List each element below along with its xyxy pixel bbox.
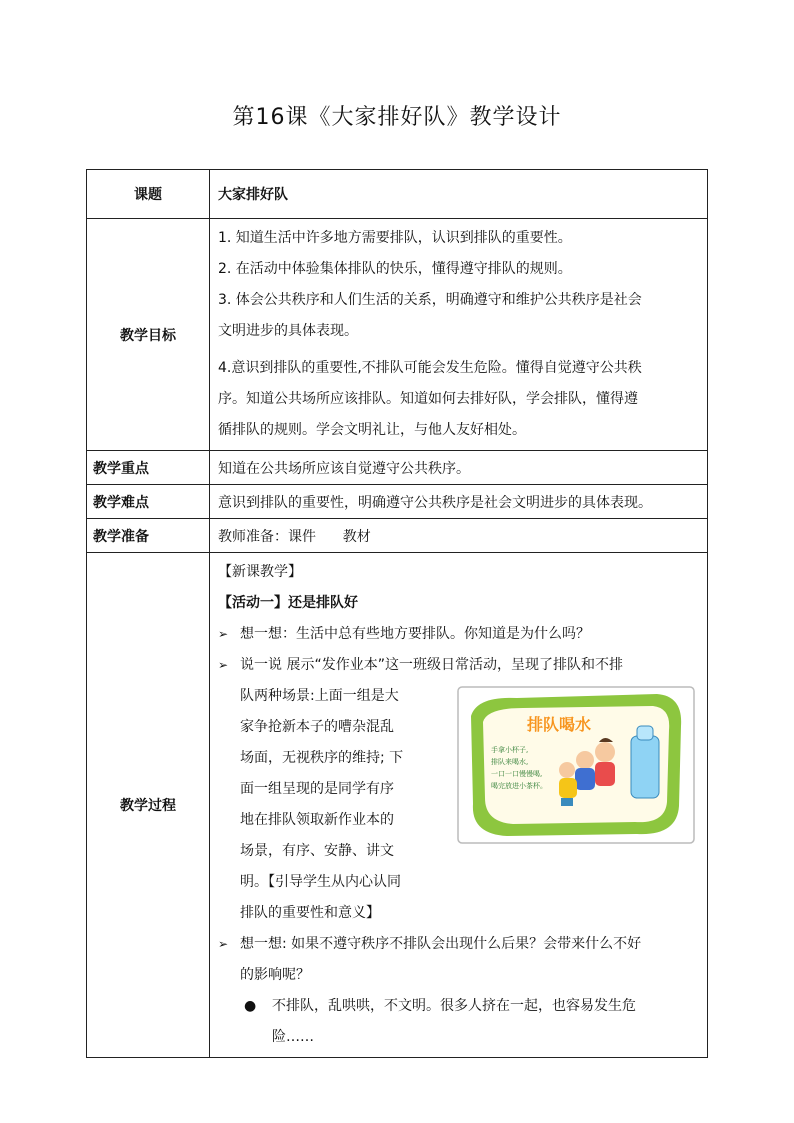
key-point-value: 知道在公共场所应该自觉遵守公共秩序。 [210, 451, 708, 485]
prep-row [87, 519, 708, 553]
text-line: 场景，有序、安静、讲文 [240, 843, 394, 859]
lesson-plan-table [86, 169, 708, 1058]
activity-block [218, 650, 701, 929]
poster-verse-line: 一口一口慢慢喝, [491, 770, 543, 778]
goal-line: 循排队的规则。学会文明礼让，与他人友好相处。 [218, 422, 526, 438]
dot-bullet-icon: ● [244, 998, 257, 1014]
goals-row [87, 219, 708, 451]
list-item-text: 不排队，乱哄哄，不文明。很多人挤在一起，也容易发生危 [272, 998, 636, 1014]
arrow-bullet-icon: ➢ [218, 627, 229, 641]
arrow-bullet-icon: ➢ [218, 937, 229, 951]
text-line: 场面，无视秩序的维持; 下 [240, 750, 404, 766]
key-point-row [87, 451, 708, 485]
page-title: 第16课《大家排好队》教学设计 [232, 105, 562, 130]
process-content [210, 553, 708, 1058]
process-row [87, 553, 708, 1058]
text-line: 面一组呈现的是同学有序 [240, 781, 394, 797]
list-item [218, 929, 701, 960]
activity-heading: 【活动一】还是排队好 [218, 595, 358, 611]
list-item-text: 想一想: 如果不遵守秩序不排队会出现什么后果？会带来什么不好 [240, 936, 642, 952]
list-item [218, 619, 701, 650]
goal-line: 文明进步的具体表现。 [218, 323, 358, 339]
prep-value: 教师准备：课件 教材 [210, 519, 708, 553]
goal-line: 4.意识到排队的重要性,不排队可能会发生危险。懂得自觉遵守公共秩 [218, 360, 642, 376]
process-label: 教学过程 [87, 553, 210, 1058]
arrow-bullet-icon: ➢ [218, 658, 229, 672]
poster-verse-line: 手拿小杯子, [491, 746, 529, 754]
child-figure-icon [559, 762, 575, 778]
goals-content [210, 219, 708, 451]
topic-row [87, 170, 708, 219]
text-line: 险…… [272, 1029, 314, 1045]
text-line: 排队的重要性和意义】 [240, 905, 380, 921]
list-item [218, 991, 701, 1022]
topic-label: 课题 [87, 170, 210, 219]
water-dispenser-icon [631, 736, 659, 798]
poster-heading: 排队喝水 [527, 715, 592, 734]
prep-label: 教学准备 [87, 519, 210, 553]
poster-verse-line: 排队来喝水, [491, 758, 529, 766]
child-figure-icon [576, 751, 594, 769]
topic-value: 大家排好队 [210, 170, 708, 219]
goal-line: 2. 在活动中体验集体排队的快乐，懂得遵守排队的规则。 [218, 261, 572, 277]
key-point-label: 教学重点 [87, 451, 210, 485]
text-line: 家争抢新本子的嘈杂混乱 [240, 719, 394, 735]
goal-line: 序。知道公共场所应该排队。知道如何去排好队，学会排队，懂得遵 [218, 391, 638, 407]
difficulty-row [87, 485, 708, 519]
text-line: 地在排队领取新作业本的 [240, 812, 394, 828]
difficulty-value: 意识到排队的重要性，明确遵守公共秩序是社会文明进步的具体表现。 [210, 485, 708, 519]
goal-line: 3. 体会公共秩序和人们生活的关系，明确遵守和维护公共秩序是社会 [218, 292, 642, 308]
list-item-text: 说一说 展示“发作业本”这一班级日常活动，呈现了排队和不排 [240, 657, 623, 673]
goals-label: 教学目标 [87, 219, 210, 451]
text-line: 明。【引导学生从内心认同 [240, 874, 401, 890]
difficulty-label: 教学难点 [87, 485, 210, 519]
child-figure-icon [595, 742, 615, 762]
goal-line: 1. 知道生活中许多地方需要排队，认识到排队的重要性。 [218, 230, 572, 246]
poster-verse-line: 喝完放进小茶杯。 [491, 782, 547, 790]
text-line: 的影响呢？ [240, 967, 310, 983]
list-item [218, 650, 701, 681]
text-line: 队两种场景:上面一组是大 [240, 688, 399, 704]
section-heading: 【新课教学】 [218, 564, 302, 580]
queue-drinking-poster [457, 686, 695, 844]
list-item-text: 想一想：生活中总有些地方要排队。你知道是为什么吗？ [240, 626, 590, 642]
